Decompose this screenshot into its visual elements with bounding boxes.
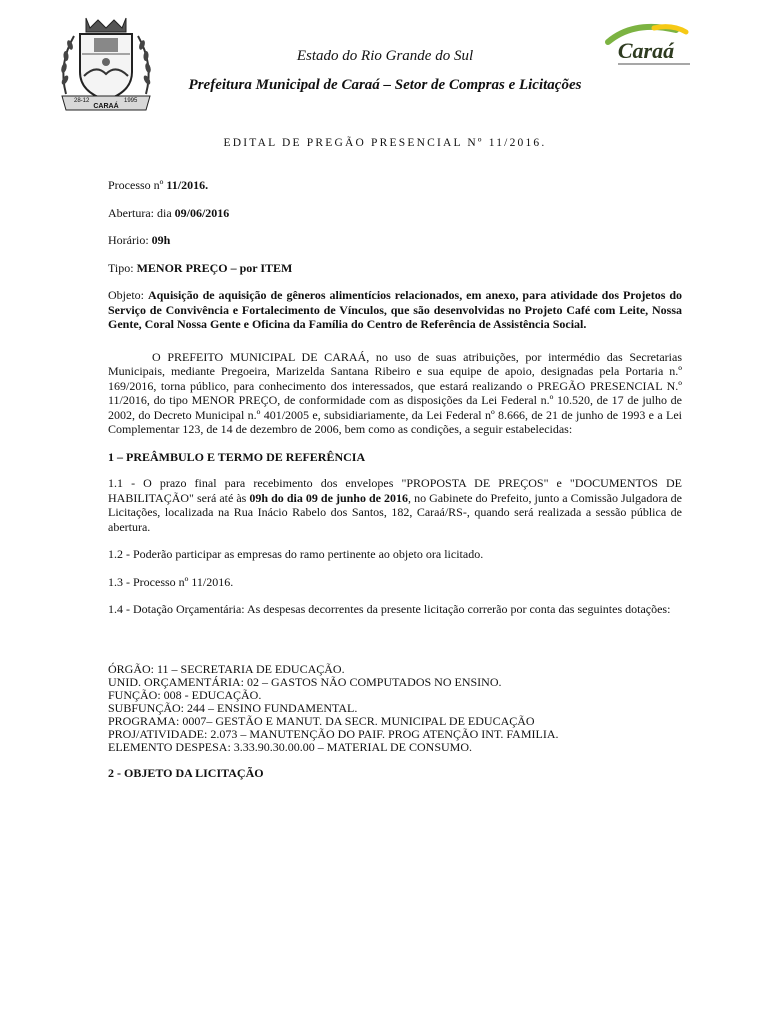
logo-wordmark: Caraá — [617, 38, 675, 63]
item-1-1: 1.1 - O prazo final para recebimento dos envelopes "PROPOSTA DE PREÇOS" e "DOCUMENTOS DE HABILITAÇÃO" será até às 09h do dia 09 de junho de 2016, no Gabinete do Prefeito, junto a Comissão Julgadora de Licitações, localizada na Rua Inácio Rabelo dos Santos, 182, Caraá/RS-, quando será realizada a sessão pública de abertura. — [108, 476, 683, 534]
budget-allocation — [108, 663, 682, 754]
budget-line: ELEMENTO DESPESA: 3.33.90.30.00.00 – MATERIAL DE CONSUMO. — [108, 739, 473, 754]
item-1-3: 1.3 - Processo nº 11/2016. — [108, 574, 234, 589]
budget-line: ÓRGÃO: 11 – SECRETARIA DE EDUCAÇÃO. — [108, 661, 345, 676]
section-2-heading: 2 - OBJETO DA LICITAÇÃO — [108, 765, 264, 780]
budget-line: PROGRAMA: 0007– GESTÃO E MANUT. DA SECR. MUNICIPAL DE EDUCAÇÃO — [108, 713, 535, 728]
budget-line: FUNÇÃO: 008 - EDUCAÇÃO. — [108, 687, 262, 702]
section-1-heading: 1 – PREÂMBULO E TERMO DE REFERÊNCIA — [108, 449, 366, 464]
document-title: EDITAL DE PREGÃO PRESENCIAL Nº 11/2016. — [223, 137, 547, 149]
header-state: Estado do Rio Grande do Sul — [296, 48, 474, 64]
budget-line: UNID. ORÇAMENTÁRIA: 02 – GASTOS NÃO COMPUTADOS NO ENSINO. — [108, 674, 502, 689]
coat-date-right: 1995 — [124, 98, 138, 104]
document-body — [108, 178, 682, 792]
field-abertura: Abertura: dia 09/06/2016 — [108, 205, 230, 220]
field-horario: Horário: 09h — [108, 233, 171, 247]
header-prefecture: Prefeitura Municipal de Caraá – Setor de Compras e Licitações — [188, 77, 582, 93]
budget-line: SUBFUNÇÃO: 244 – ENSINO FUNDAMENTAL. — [108, 700, 358, 715]
field-objeto: Objeto: Aquisição de aquisição de gêneros alimentícios relacionados, em anexo, para atividade dos Projetos do Serviço de Convivência e Fortalecimento de Vínculos, que são desenvolvidas no Projeto Café com Leite, Nossa Gente, Coral Nossa Gente e Oficina da Família do Centro de Referência de Assistência Social. — [108, 288, 683, 331]
item-1-2: 1.2 - Poderão participar as empresas do ramo pertinente ao objeto ora licitado. — [108, 547, 484, 561]
field-processo: Processo nº 11/2016. — [108, 178, 209, 192]
intro-paragraph: O PREFEITO MUNICIPAL DE CARAÁ, no uso de suas atribuições, por intermédio das Secretarias Municipais, mediante Pregoeira, Marizelda Santana Ribeiro e sua equipe de apoio, designadas pela Portaria n.º 169/2016, torna público, para conhecimento dos interessados, que estará realizando o PREGÃO PRESENCIAL N.º 11/2016, do tipo MENOR PREÇO, de conformidade com as disposições da Lei Federal n.º 10.520, de 17 de julho de 2002, do Decreto Municipal n.º 401/2005 e, subsidiariamente, da Lei Federal nº 8.666, de 21 de junho de 1993 e a Lei Complementar 123, de 14 de dezembro de 2006, bem como as condições, a seguir estabelecidas: — [108, 349, 682, 436]
item-1-4: 1.4 - Dotação Orçamentária: As despesas decorrentes da presente licitação correrão por conta das seguintes dotações: — [108, 602, 671, 616]
budget-line: PROJ/ATIVIDADE: 2.073 – MANUTENÇÃO DO PAIF. PROG ATENÇÃO INT. FAMILIA. — [108, 726, 559, 741]
coat-name: CARAÁ — [93, 103, 119, 110]
coat-date-left: 28-12 — [74, 98, 90, 104]
field-tipo: Tipo: MENOR PREÇO – por ITEM — [108, 260, 293, 275]
